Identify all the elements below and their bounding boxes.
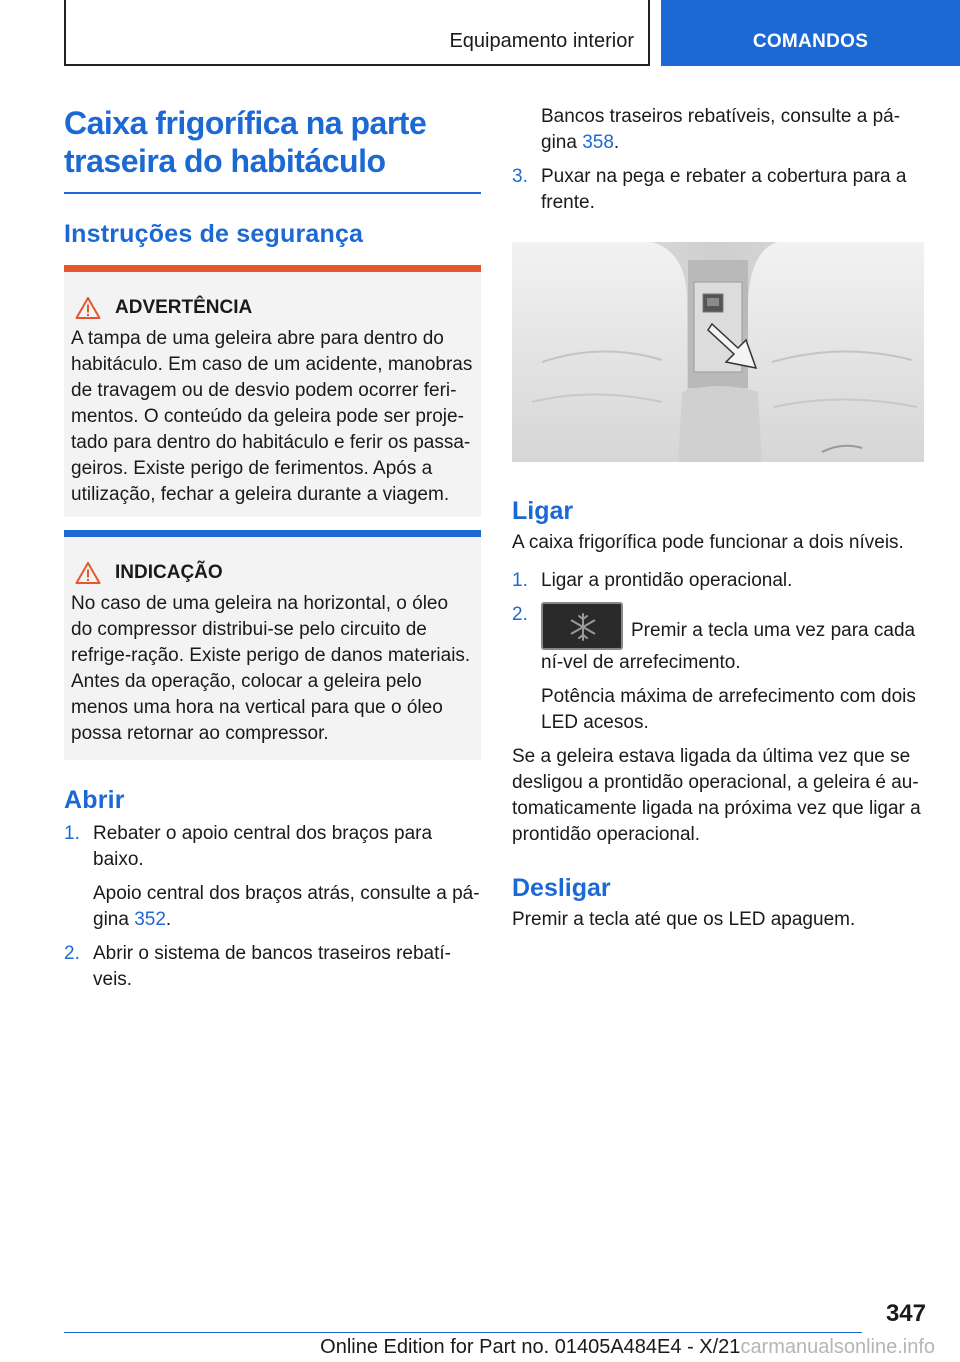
note-header <box>73 561 474 585</box>
watermark-text: carmanualsonline.info <box>740 1336 935 1358</box>
reference-end: . <box>165 909 172 930</box>
chapter-title: Equipamento interior <box>449 30 634 52</box>
step-text: Puxar na pega e rebater a cobertura para a frente. <box>541 166 907 213</box>
step-note: Potência máxima de arrefecimento com dois LED acesos. <box>541 686 916 733</box>
page-number: 347 <box>885 1300 926 1327</box>
page-link[interactable]: 358 <box>582 132 614 153</box>
step-number: 1. <box>512 570 528 591</box>
rear-cooler-photo <box>512 242 924 462</box>
off-heading: Desligar <box>512 874 611 902</box>
note-box <box>64 530 481 760</box>
step-text: Abrir o sistema de bancos traseiros rebatí-veis. <box>93 943 451 990</box>
page-title: Caixa frigorífica na parte traseira do habitáculo <box>64 105 427 179</box>
snowflake-icon <box>568 612 598 642</box>
list-item <box>512 568 924 594</box>
off-text: Premir a tecla até que os LED apaguem. <box>512 909 856 930</box>
section-title: COMANDOS <box>752 31 869 52</box>
warning-box <box>64 265 481 517</box>
step-text: Rebater o apoio central dos braços para baixo. <box>93 823 433 870</box>
on-steps <box>512 568 924 736</box>
cooling-button-image <box>541 602 623 650</box>
title-divider <box>64 192 481 194</box>
page-link[interactable]: 352 <box>134 909 166 930</box>
warning-triangle-icon <box>75 296 101 320</box>
on-paragraph: Se a geleira estava ligada da última vez que se desligou a prontidão operacional, a geleira é au-tomaticamente ligada na próxima vez que ligar a prontidão operacional. <box>512 746 921 845</box>
edition-text: Online Edition for Part no. 01405A484E4 - X/21 <box>320 1336 741 1358</box>
step-reference <box>541 104 924 156</box>
reference-end: . <box>613 132 620 153</box>
note-label: INDICAÇÃO <box>115 562 223 583</box>
footer-edition <box>0 1336 960 1359</box>
step-number: 2. <box>64 943 80 964</box>
list-item <box>64 821 481 873</box>
right-column <box>512 104 924 933</box>
on-intro: A caixa frigorífica pode funcionar a dois níveis. <box>512 532 904 553</box>
reference-text: Apoio central dos braços atrás, consulte a pá-gina <box>93 883 480 930</box>
step-number: 2. <box>512 604 528 625</box>
warning-triangle-icon <box>75 561 101 585</box>
reference-text: Bancos traseiros rebatíveis, consulte a pá-gina <box>541 106 901 153</box>
note-text: No caso de uma geleira na horizontal, o óleo do compressor distribui-se pelo circuito de refrige-ração. Existe perigo de danos materiais. Antes da operação, colocar a geleira pelo menos uma hora na vertical para que o óleo possa retornar ao compressor. <box>71 593 471 744</box>
step-number: 3. <box>512 166 528 187</box>
step-text: Ligar a prontidão operacional. <box>541 570 793 591</box>
list-item <box>64 941 481 993</box>
step-text: Premir a tecla uma vez para cada ní-vel de arrefecimento. <box>541 620 916 673</box>
step-reference <box>93 881 481 933</box>
step-number: 1. <box>64 823 80 844</box>
list-item <box>512 602 924 676</box>
on-heading: Ligar <box>512 497 574 525</box>
footer-divider <box>64 1332 862 1333</box>
list-item <box>512 164 924 216</box>
open-steps <box>64 821 481 993</box>
open-heading: Abrir <box>64 786 125 814</box>
safety-heading: Instruções de segurança <box>64 220 364 248</box>
warning-header <box>73 296 474 320</box>
warning-label: ADVERTÊNCIA <box>115 297 253 318</box>
warning-text: A tampa de uma geleira abre para dentro do habitáculo. Em caso de um acidente, manobras de travagem ou de desvio podem ocorrer feri-mentos. O conteúdo da geleira pode ser proje-tado para dentro do habitáculo e ferir os passa-geiros. Existe perigo de ferimentos. Após a utilização, fechar a geleira durante a viagem. <box>71 328 473 505</box>
step-body <box>541 602 924 676</box>
header-section-tab[interactable] <box>661 0 960 66</box>
left-column <box>64 104 481 1001</box>
header-chapter-box <box>64 0 650 66</box>
